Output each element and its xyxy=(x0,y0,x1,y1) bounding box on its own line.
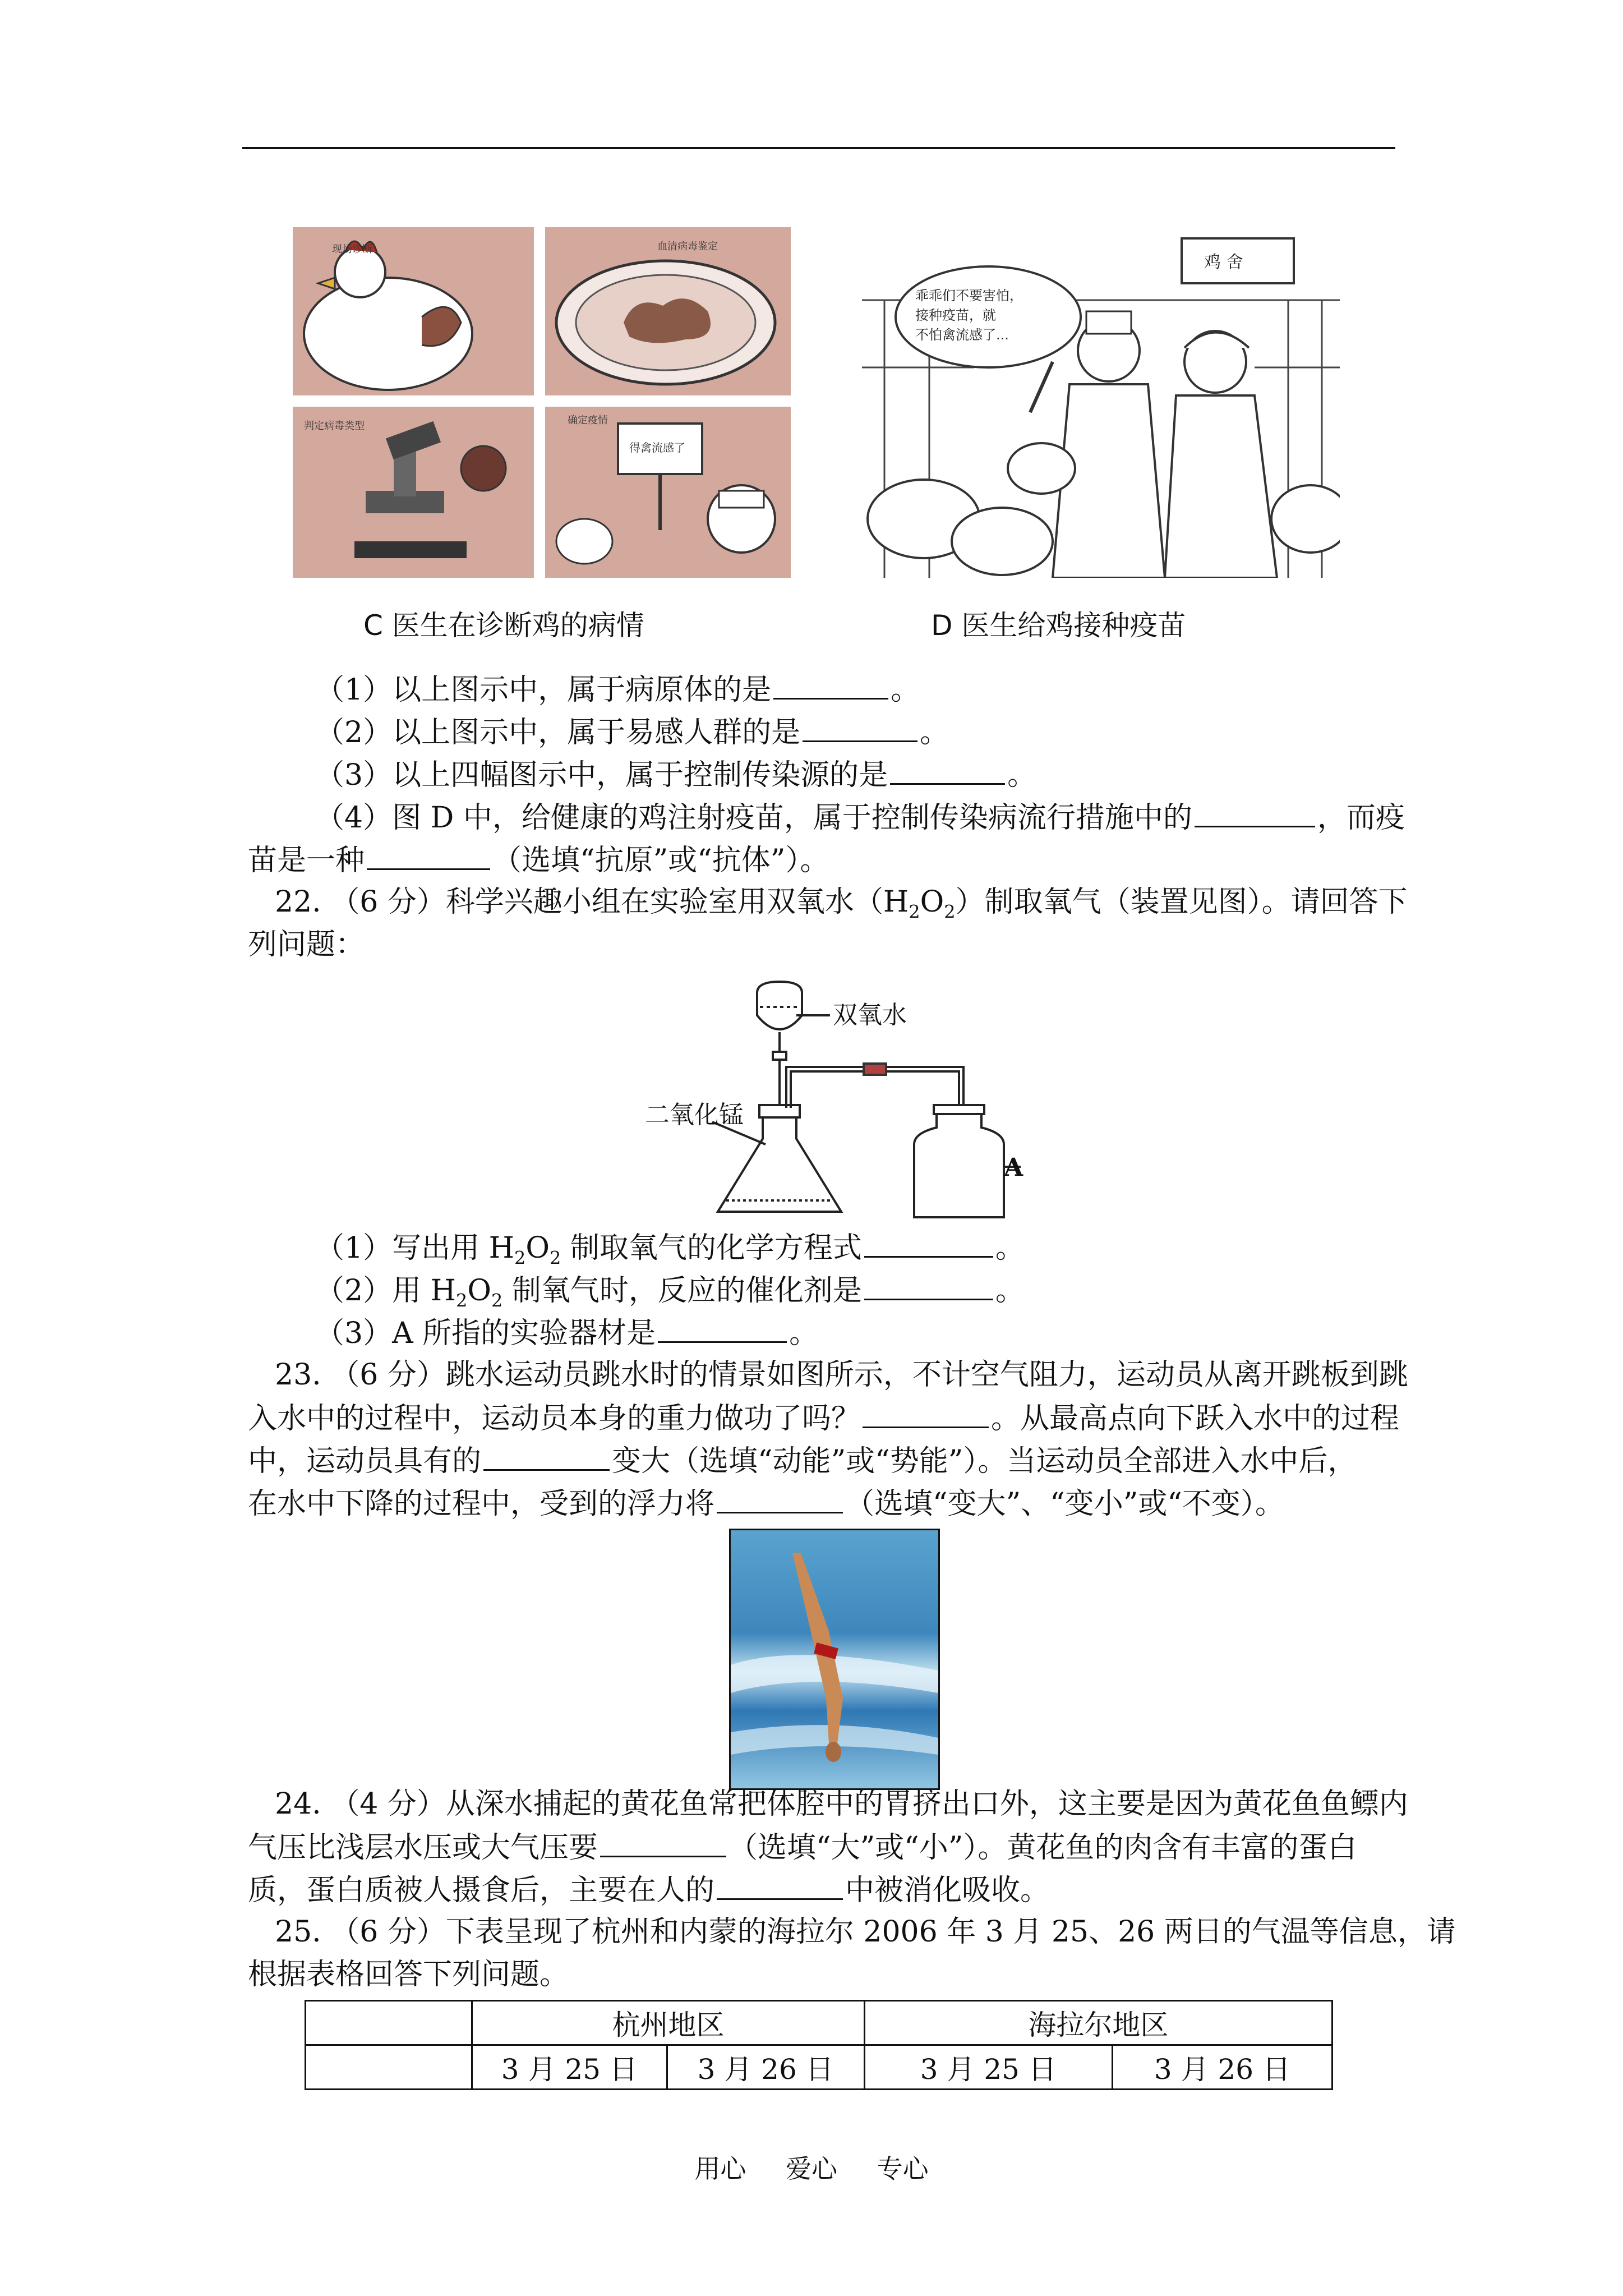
table-row xyxy=(306,2001,1332,2045)
q21-item-2: （2）以上图示中，属于易感人群的是 。 xyxy=(315,710,949,754)
answer-blank[interactable] xyxy=(864,1226,993,1258)
answer-blank[interactable] xyxy=(890,753,1005,785)
q22-item-1: （1）写出用 $H_2O_2$ 制取氧气的化学方程式 。 xyxy=(315,1226,1025,1279)
figure-d xyxy=(862,227,1340,578)
q22-item-2: （2）用 $H_2O_2$ 制氧气时，反应的催化剂是 。 xyxy=(315,1268,1025,1322)
q24-line3: 质，蛋白质被人摄食后，主要在人的 中被消化吸收。 xyxy=(248,1868,1049,1912)
comic-d-illustration xyxy=(862,227,1340,578)
q21-item-4-line2: 苗是一种 （选填“抗原”或“抗体”）。 xyxy=(248,838,829,882)
header-rule xyxy=(242,147,1395,149)
answer-blank[interactable] xyxy=(773,668,888,700)
answer-blank[interactable] xyxy=(717,1481,843,1513)
q25-line2: 根据表格回答下列问题。 xyxy=(248,1958,569,1991)
answer-blank[interactable] xyxy=(864,1268,993,1300)
diver-illustration xyxy=(731,1530,938,1788)
table-date-cell: 3 月 25 日 xyxy=(864,2045,1112,2090)
answer-blank[interactable] xyxy=(658,1311,787,1343)
answer-blank[interactable] xyxy=(803,710,917,742)
table-row xyxy=(306,2045,1332,2090)
table-date-cell: 3 月 25 日 xyxy=(472,2045,667,2090)
comic-c-panel2-label: 血清病毒鉴定 xyxy=(657,241,718,252)
table-date-cell: 3 月 26 日 xyxy=(667,2045,864,2090)
comic-d-speech-1: 乖乖们不要害怕， xyxy=(915,288,1023,303)
answer-blank[interactable] xyxy=(483,1439,610,1471)
answer-blank[interactable] xyxy=(600,1825,726,1857)
comic-c-illustration xyxy=(293,227,791,578)
comic-d-board: 鸡 舍 xyxy=(1204,252,1243,272)
comic-c-panel4-label: 确定疫情 xyxy=(568,415,608,426)
footer-text: 爱心 xyxy=(786,2154,837,2184)
q24-line2: 气压比浅层水压或大气压要 （选填“大”或“小”）。黄花鱼的肉含有丰富的蛋白 xyxy=(248,1825,1357,1869)
q22-stem-line2: 列问题： xyxy=(248,928,365,961)
comic-c-sign-text: 得禽流感了 xyxy=(629,441,685,454)
comic-d-speech-3: 不怕禽流感了... xyxy=(915,327,1009,343)
answer-blank[interactable] xyxy=(717,1868,843,1900)
table-cell-empty xyxy=(306,2045,472,2090)
q21-item-4-line1: （4）图 D 中，给健康的鸡注射疫苗，属于控制传染病流行措施中的 ，而疫 xyxy=(315,795,1405,839)
apparatus-illustration xyxy=(645,976,1026,1234)
comic-c-panel3-label: 判定病毒类型 xyxy=(304,420,365,432)
q23-line4: 在水中下降的过程中，受到的浮力将 （选填“变大”、“变小”或“不变）。 xyxy=(248,1481,1284,1525)
q21-item-1: （1）以上图示中，属于病原体的是 。 xyxy=(315,668,920,711)
footer-text: 专心 xyxy=(877,2154,929,2184)
q23-line3: 中，运动员具有的 变大（选填“动能”或“势能”）。当运动员全部进入水中后， xyxy=(248,1439,1357,1483)
label-a: A xyxy=(1004,1153,1023,1182)
answer-blank[interactable] xyxy=(367,838,490,870)
weather-table xyxy=(305,2000,1333,2090)
q22-item-3: （3）A 所指的实验器材是 。 xyxy=(315,1311,818,1355)
figure-c-caption: C 医生在诊断鸡的病情 xyxy=(363,609,644,642)
figure-d-caption: D 医生给鸡接种疫苗 xyxy=(931,609,1186,642)
q23-line1: 23. （6 分）跳水运动员跳水时的情景如图所示，不计空气阻力，运动员从离开跳板到跳 xyxy=(275,1358,1408,1392)
answer-blank[interactable] xyxy=(863,1396,989,1428)
apparatus-diagram xyxy=(645,976,1026,1234)
comic-c-panel1-label: 现场诊断 xyxy=(332,243,372,255)
q22-stem-line1: 22. （6 分）科学兴趣小组在实验室用双氧水$(H_2O_2)$制取氧气（装置见图）。请回答下 xyxy=(275,885,1408,923)
q24-line1: 24. （4 分）从深水捕起的黄花鱼常把体腔中的胃挤出口外，这主要是因为黄花鱼鱼鳔内 xyxy=(275,1787,1408,1821)
diver-photo xyxy=(729,1529,940,1790)
comic-d-speech-2: 接种疫苗，就 xyxy=(915,307,996,323)
q25-line1: 25. （6 分）下表呈现了杭州和内蒙的海拉尔 2006 年 3 月 25、26 两日的气温等信息，请 xyxy=(275,1915,1456,1949)
table-header-hailar: 海拉尔地区 xyxy=(864,2001,1332,2045)
table-cell-empty xyxy=(306,2001,472,2045)
answer-blank[interactable] xyxy=(1195,795,1315,827)
label-h2o2: 双氧水 xyxy=(833,1001,907,1029)
figure-c xyxy=(293,227,791,578)
q21-item-3: （3）以上四幅图示中，属于控制传染源的是 。 xyxy=(315,753,1036,797)
page-footer xyxy=(0,2148,1623,2185)
q23-line2: 入水中的过程中，运动员本身的重力做功了吗？ 。从最高点向下跃入水中的过程 xyxy=(248,1396,1399,1440)
label-mno2: 二氧化锰 xyxy=(645,1101,744,1129)
footer-text: 用心 xyxy=(694,2154,746,2184)
table-header-hangzhou: 杭州地区 xyxy=(472,2001,865,2045)
table-date-cell: 3 月 26 日 xyxy=(1112,2045,1332,2090)
